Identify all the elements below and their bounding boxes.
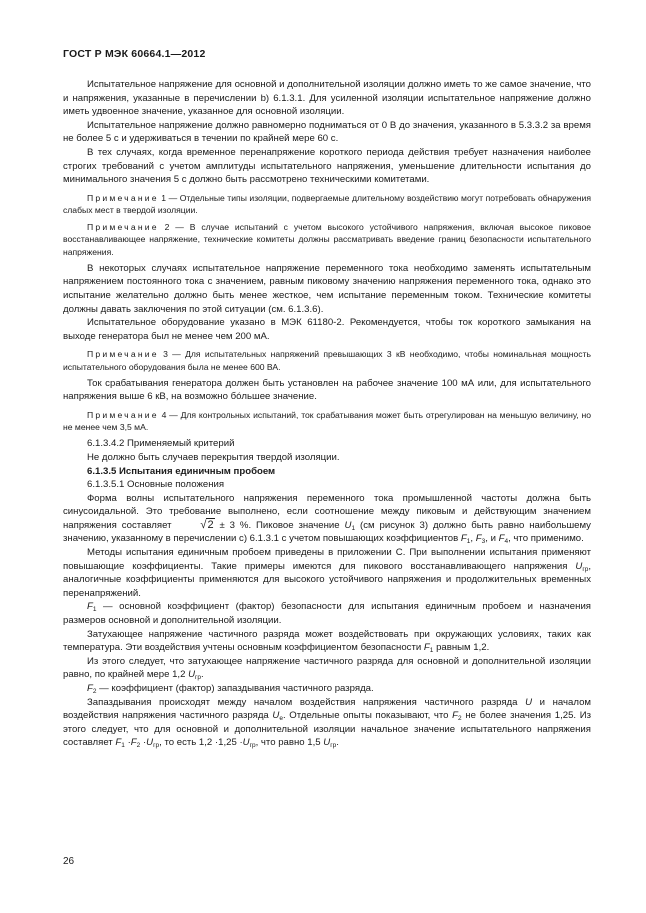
section-6-1-3-5-1: 6.1.3.5.1 Основные положения bbox=[87, 479, 225, 491]
note-label: Примечание bbox=[87, 222, 159, 233]
paragraph-consequence: Из этого следует, что затухающее напряжение частичного разряда для основной и дополнительной изоляции равно, по крайней мере 1,2 $U_{гр}$. bbox=[63, 655, 591, 682]
section-6-1-3-5: 6.1.3.5 Испытания единичным пробоем bbox=[87, 465, 276, 477]
paragraph-delay: Запаздывания происходят между началом воздействия напряжения частичного разряда U и началом воздействия напряжения частичного разряда $U_e$. Отдельные опыты показывают, что $F_2$ не более значения 1,25. Из этого следует, что для основной и дополнительной изоляции начальное значение испытательного напряжения составляет $F_1 \cdot F_2 \cdot U_{гр}$, то есть $1,2 \cdot 1,25 \cdot U_{гр}$, что равно 1,5 $U_{гр}$. bbox=[63, 696, 592, 750]
note-label: Примечание bbox=[87, 349, 159, 360]
note-2: Примечание 2 — В случае испытаний с учетом высокого устойчивого напряжения, включая высокое пиковое восстанавливающее напряжение, технические комитеты должны рассматривать введение границ безопасности испытательного напряжения. bbox=[63, 222, 592, 257]
criterion-text: Не должно быть случаев перекрытия твердой изоляции. bbox=[87, 451, 340, 463]
paragraph-equipment: Испытательное оборудование указано в МЭК 61180-2. Рекомендуется, чтобы ток короткого замыкания на выходе генератора был не менее чем 200 мА. bbox=[63, 317, 591, 342]
paragraph-trip-current: Ток срабатывания генератора должен быть установлен на рабочее значение 100 мА или, для испытательного напряжения выше 6 кВ, на возможно бóльшее значение. bbox=[63, 377, 591, 403]
document-header: ГОСТ Р МЭК 60664.1—2012 bbox=[63, 48, 206, 60]
note-label: Примечание bbox=[87, 409, 159, 420]
paragraph-overvoltage: В тех случаях, когда временное перенапряжение короткого периода действия требует назначения наиболее строгих требований с учетом амплитуды испытательного напряжения, уменьшение длительности испытания до минимального значения 5 с должно быть рассмотрено техническими комитетами. bbox=[63, 146, 591, 186]
paragraph-methods: Методы испытания единичным пробоем приведены в приложении С. При выполнении испытания применяют повышающие коэффициенты. Такие примеры имеются для пикового восстанавливающего напряжения $U_{гр}$, аналогичные коэффициенты применяются для высокого устойчивого напряжения и продолжительных временных перенапряжений. bbox=[63, 547, 591, 599]
note-4: Примечание 4 — Для контрольных испытаний, ток срабатывания может быть отрегулирован на меньшую величину, но не менее чем 3,5 мА. bbox=[63, 409, 592, 433]
document-body bbox=[63, 78, 591, 750]
section-6-1-3-4-2: 6.1.3.4.2 Применяемый критерий bbox=[87, 438, 235, 450]
paragraph-waveform: Форма волны испытательного напряжения переменного тока промышленной частоты должна быть синусоидальной. Это требование выполнено, если соотношение между пиковым и действующим значением напряжения составляет √2 ± 3 %. Пиковое значение $U_1$ (см рисунок 3) должно быть равно наибольшему значению, указанному в перечислении с) 6.1.3.1 с учетом повышающих коэффициентов $F_1$, $F_3$, и $F_4$, что применимо. bbox=[63, 492, 591, 546]
page-number: 26 bbox=[63, 856, 75, 867]
note-3: Примечание 3 — Для испытательных напряжений превышающих 3 кВ необходимо, чтобы номинальная мощность испытательного оборудования была не менее 600 ВА. bbox=[63, 349, 592, 372]
paragraph-f2-definition: $F_2$ — коэффициент (фактор) запаздывания частичного разряда. bbox=[87, 683, 374, 696]
note-1: Примечание 1 — Отдельные типы изоляции, подвергаемые длительному воздействию могут потребовать обнаружения слабых мест в твердой изоляции. bbox=[63, 192, 592, 215]
sqrt-symbol: √2 bbox=[200, 518, 214, 531]
paragraph-dc-test: В некоторых случаях испытательное напряжение переменного тока необходимо заменять испытательным напряжением постоянного тока с значением, равным пиковому значению напряжения переменного тока, однако это испытание желательно должно быть менее жесткое, чем испытание переменным током. Технические комитеты должны давать заключения по этой ситуации (см. 6.1.3.6). bbox=[63, 262, 591, 315]
note-label: Примечание bbox=[87, 192, 159, 203]
paragraph-test-voltage: Испытательное напряжение для основной и дополнительной изоляции должно иметь то же самое значение, что и напряжения, указанные в перечислении b) 6.1.3.1. Для усиленной изоляции испытательное напряжение должно иметь удвоенное значение, указанное для основной изоляции. bbox=[63, 79, 591, 118]
paragraph-extinction: Затухающее напряжение частичного разряда может воздействовать при окружающих условиях, таких как температура. Эти воздействия учтены основным коэффициентом безопасности $F_1$ равным 1,2. bbox=[63, 628, 591, 655]
paragraph-voltage-rise: Испытательное напряжение должно равномерно подниматься от 0 В до значения, указанного в 5.3.3.2 за время не более 5 с и удерживаться в течении по крайней мере 60 с. bbox=[63, 119, 591, 145]
paragraph-f1-definition: $F_1$ — основной коэффициент (фактор) безопасности для испытания единичным пробоем и назначения размеров основной и дополнительной изоляции. bbox=[63, 601, 591, 627]
